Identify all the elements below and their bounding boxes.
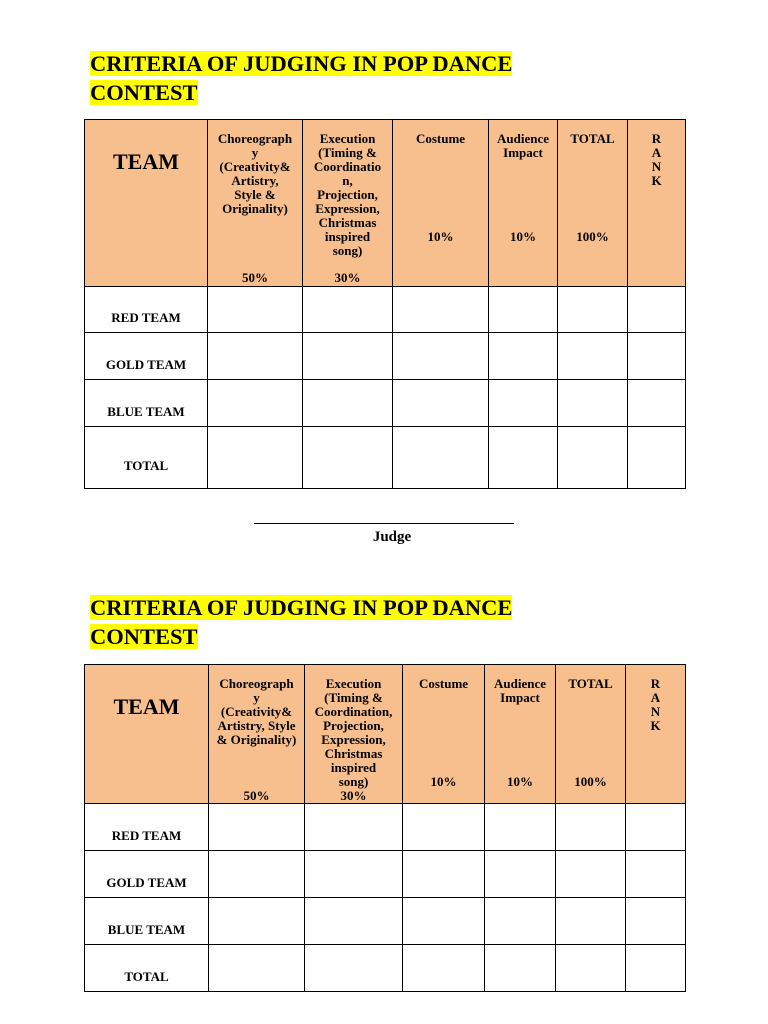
rank-header <box>628 120 685 188</box>
criterion-cell <box>558 120 628 287</box>
title-line-2: CONTEST <box>90 80 198 105</box>
row-label-cell <box>85 898 209 945</box>
score-cell[interactable] <box>489 427 558 489</box>
row-label-red-team: RED TEAM <box>111 828 182 843</box>
title-line-2: CONTEST <box>90 624 198 649</box>
score-cell[interactable] <box>485 804 556 851</box>
table-row <box>85 287 686 333</box>
row-label-blue-team: BLUE TEAM <box>107 922 186 937</box>
judging-table <box>84 664 686 992</box>
row-label-red-team: RED TEAM <box>111 310 181 325</box>
score-cell[interactable] <box>393 333 489 380</box>
criterion-cell <box>485 665 556 804</box>
rank-letter: A <box>650 690 661 705</box>
rank-cell[interactable] <box>628 380 686 427</box>
score-cell[interactable] <box>303 333 393 380</box>
criterion-choreography: Choreograph y (Creativity& Artistry, Style & Originality) <box>217 131 293 216</box>
weight-choreography: 50% <box>243 788 270 803</box>
score-cell[interactable] <box>208 287 303 333</box>
rank-letter: N <box>650 704 661 719</box>
signature-line <box>254 523 514 524</box>
score-cell[interactable] <box>393 427 489 489</box>
score-cell[interactable] <box>556 804 626 851</box>
table-row <box>85 804 686 851</box>
table-row <box>85 427 686 489</box>
score-cell[interactable] <box>403 804 485 851</box>
score-cell[interactable] <box>209 851 305 898</box>
row-label-cell <box>85 851 209 898</box>
header-row <box>85 120 686 287</box>
rank-cell[interactable] <box>626 851 686 898</box>
score-cell[interactable] <box>209 804 305 851</box>
row-label-cell <box>85 427 208 489</box>
weight-execution: 30% <box>340 788 367 803</box>
score-cell[interactable] <box>489 287 558 333</box>
weight-audience-impact: 10% <box>510 229 536 244</box>
score-cell[interactable] <box>489 333 558 380</box>
score-cell[interactable] <box>393 287 489 333</box>
team-header: TEAM <box>113 694 180 719</box>
title-line-1: CRITERIA OF JUDGING IN POP DANCE <box>90 51 513 76</box>
score-cell[interactable] <box>485 851 556 898</box>
judge-label: Judge <box>372 529 412 545</box>
judging-table <box>84 119 686 489</box>
weight-total: 100% <box>574 774 607 789</box>
table-row <box>85 380 686 427</box>
criterion-cell <box>403 665 485 804</box>
page-title <box>90 49 512 107</box>
rank-header-cell <box>626 665 686 804</box>
criterion-audience-impact: Audience Impact <box>494 676 546 705</box>
score-cell[interactable] <box>393 380 489 427</box>
criterion-execution: Execution (Timing & Coordinatio n, Projection, Expression, Christmas inspired song) <box>313 131 382 258</box>
criterion-cell <box>208 120 303 287</box>
team-header-cell <box>85 120 208 287</box>
row-label-cell <box>85 333 208 380</box>
rank-cell[interactable] <box>626 945 686 992</box>
score-cell[interactable] <box>558 287 628 333</box>
weight-choreography: 50% <box>242 270 268 285</box>
score-cell[interactable] <box>305 945 403 992</box>
criterion-cell <box>305 665 403 804</box>
criterion-cell <box>303 120 393 287</box>
rank-letter: A <box>651 145 662 160</box>
score-cell[interactable] <box>305 804 403 851</box>
header-row <box>85 665 686 804</box>
criterion-audience-impact: Audience Impact <box>497 131 549 160</box>
criterion-cell <box>489 120 558 287</box>
score-cell[interactable] <box>305 898 403 945</box>
criterion-total: TOTAL <box>568 676 613 691</box>
table-row <box>85 898 686 945</box>
row-label-gold-team: GOLD TEAM <box>105 357 187 372</box>
score-cell[interactable] <box>403 945 485 992</box>
rank-letter: R <box>651 131 662 146</box>
rank-cell[interactable] <box>628 333 686 380</box>
score-cell[interactable] <box>485 945 556 992</box>
row-label-cell <box>85 287 208 333</box>
rank-letter: K <box>651 173 662 188</box>
weight-execution: 30% <box>334 270 361 285</box>
score-cell[interactable] <box>403 851 485 898</box>
score-cell[interactable] <box>558 333 628 380</box>
criterion-execution: Execution (Timing & Coordination, Projection, Expression, Christmas inspired song) <box>314 676 393 789</box>
score-cell[interactable] <box>209 945 305 992</box>
row-label-total: TOTAL <box>123 458 169 473</box>
score-cell[interactable] <box>305 851 403 898</box>
criterion-cell <box>393 120 489 287</box>
score-cell[interactable] <box>303 427 393 489</box>
row-label-cell <box>85 945 209 992</box>
title-line-1: CRITERIA OF JUDGING IN POP DANCE <box>90 595 513 620</box>
table-row <box>85 851 686 898</box>
score-cell[interactable] <box>403 898 485 945</box>
score-cell[interactable] <box>558 380 628 427</box>
weight-total: 100% <box>576 229 609 244</box>
table-row <box>85 333 686 380</box>
rank-cell[interactable] <box>628 427 686 489</box>
rank-header-cell <box>628 120 686 287</box>
score-cell[interactable] <box>556 945 626 992</box>
row-label-total: TOTAL <box>124 969 169 984</box>
page-title <box>90 593 512 651</box>
rank-cell[interactable] <box>626 898 686 945</box>
score-cell[interactable] <box>556 898 626 945</box>
team-header-cell <box>85 665 209 804</box>
rank-cell[interactable] <box>626 804 686 851</box>
criterion-total: TOTAL <box>570 131 615 146</box>
team-header: TEAM <box>113 149 179 174</box>
score-cell[interactable] <box>303 380 393 427</box>
row-label-gold-team: GOLD TEAM <box>106 875 187 890</box>
score-cell[interactable] <box>303 287 393 333</box>
score-cell[interactable] <box>208 333 303 380</box>
rank-cell[interactable] <box>628 287 686 333</box>
row-label-blue-team: BLUE TEAM <box>107 404 185 419</box>
score-cell[interactable] <box>209 898 305 945</box>
criterion-cell <box>209 665 305 804</box>
weight-costume: 10% <box>430 774 457 789</box>
score-cell[interactable] <box>208 427 303 489</box>
criterion-costume: Costume <box>418 676 469 691</box>
score-cell[interactable] <box>558 427 628 489</box>
criterion-cell <box>556 665 626 804</box>
rank-header <box>626 665 685 733</box>
criterion-costume: Costume <box>415 131 466 146</box>
row-label-cell <box>85 380 208 427</box>
score-cell[interactable] <box>489 380 558 427</box>
row-label-cell <box>85 804 209 851</box>
rank-letter: R <box>650 676 661 691</box>
score-cell[interactable] <box>556 851 626 898</box>
weight-costume: 10% <box>427 229 454 244</box>
weight-audience-impact: 10% <box>507 774 533 789</box>
criterion-choreography: Choreograph y (Creativity& Artistry, Style & Originality) <box>216 676 297 747</box>
table-row <box>85 945 686 992</box>
score-cell[interactable] <box>485 898 556 945</box>
rank-letter: N <box>651 159 662 174</box>
score-cell[interactable] <box>208 380 303 427</box>
rank-letter: K <box>650 718 661 733</box>
